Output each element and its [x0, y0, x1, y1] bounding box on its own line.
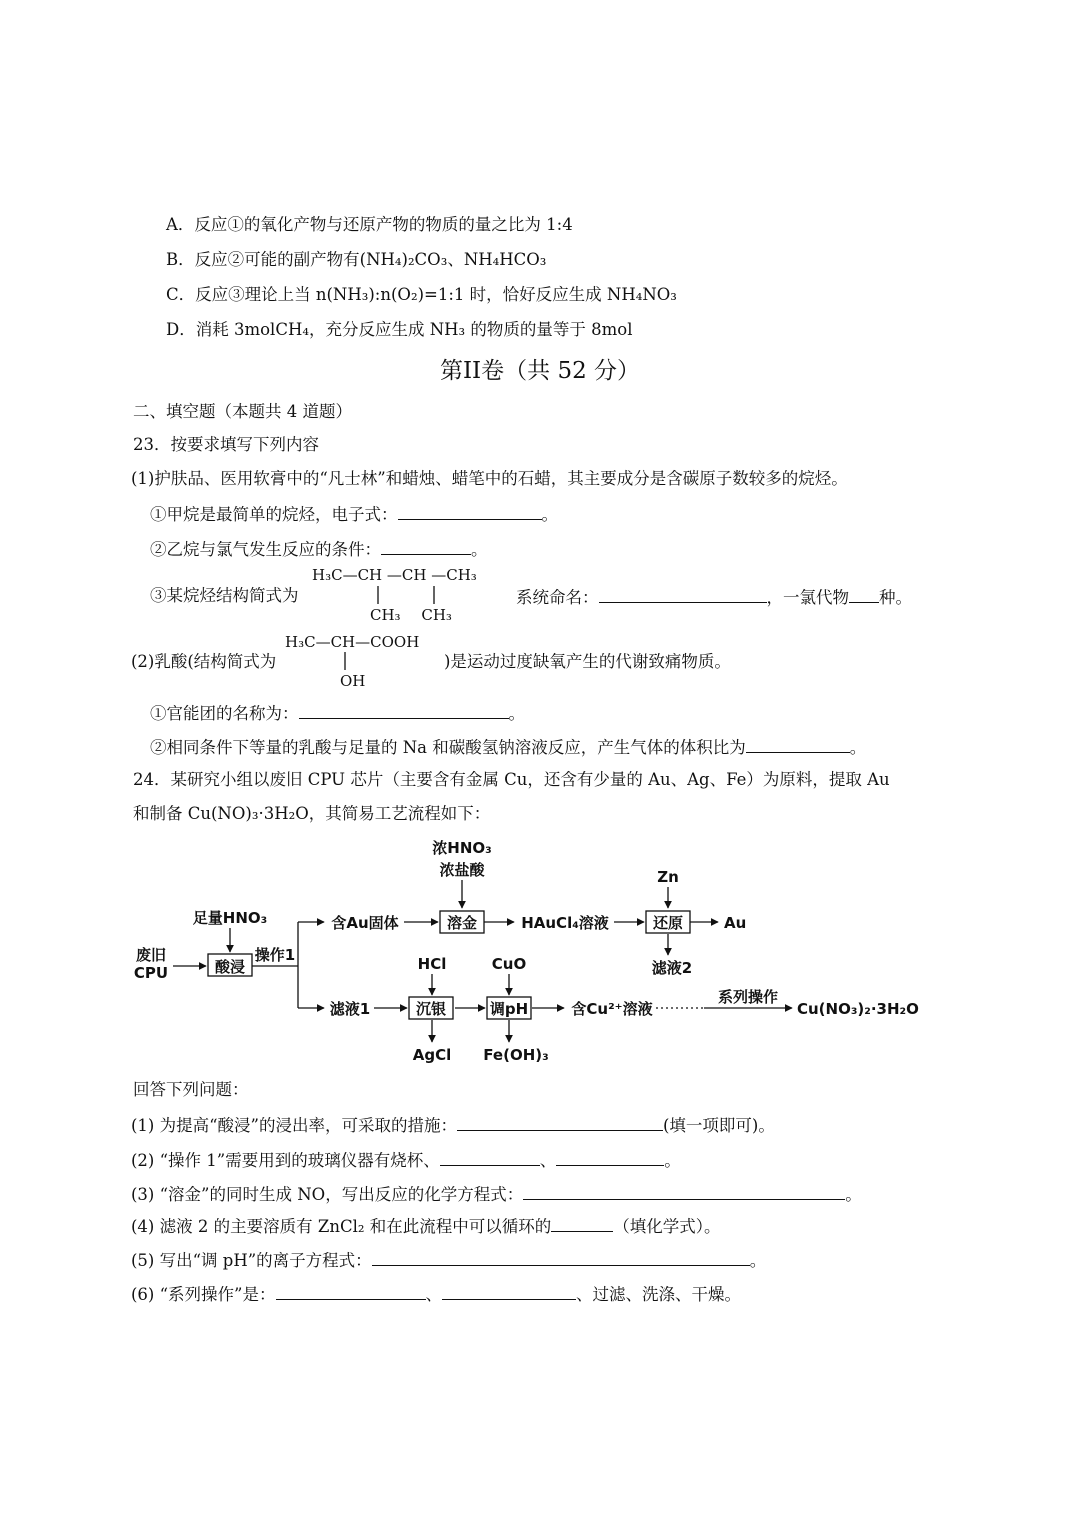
- q24-sub4-text: (4) 滤液 2 的主要溶质有 ZnCl₂ 和在此流程中可以循环的: [131, 1217, 552, 1236]
- section-heading: 二、填空题（本题共 4 道题）: [133, 402, 352, 421]
- q24-sub6-text: (6) “系列操作”是：: [131, 1285, 276, 1304]
- section-title: 第II卷（共 52 分）: [439, 358, 641, 384]
- answer-blank[interactable]: [556, 1148, 664, 1166]
- answer-blank[interactable]: [276, 1282, 426, 1300]
- naming-label: 系统命名：: [516, 588, 599, 607]
- q24-intro-line2: 和制备 Cu(NO)₃·3H₂O，其简易工艺流程如下：: [133, 804, 491, 823]
- reagent-hcl: HCl: [417, 955, 447, 973]
- q24-sub1: [131, 1113, 775, 1137]
- node-waste: 废旧: [135, 946, 167, 964]
- q24-sub2: [131, 1148, 681, 1172]
- box-acid-leach: 酸浸: [214, 958, 246, 976]
- box-dissolve-gold: 溶金: [446, 914, 478, 932]
- q24-intro-line1: 24．某研究小组以废旧 CPU 芯片（主要含有金属 Cu，还含有少量的 Au、Ag、Fe）为原料，提取 Au: [133, 770, 890, 789]
- kinds-label: 种。: [879, 588, 912, 607]
- answer-blank[interactable]: [523, 1182, 845, 1200]
- node-agcl: AgCl: [412, 1046, 452, 1064]
- option-a: A．反应①的氧化产物与还原产物的物质的量之比为 1:4: [166, 215, 573, 234]
- answer-blank[interactable]: [551, 1214, 613, 1232]
- q24-sub1-text: (1) 为提高“酸浸”的浸出率，可采取的措施：: [131, 1116, 457, 1135]
- node-au: Au: [724, 914, 747, 932]
- q24-sub6-suffix: 、过滤、洗涤、干燥。: [576, 1285, 741, 1304]
- alkane-structure-branches: CH₃ CH₃: [370, 606, 452, 624]
- q24-sub4-suffix: （填化学式）。: [613, 1217, 721, 1236]
- reagent-zn: Zn: [657, 868, 679, 886]
- separator: 、: [425, 1285, 442, 1304]
- period: 。: [849, 738, 867, 757]
- reagent-excess-hno3: 足量HNO₃: [192, 909, 268, 927]
- lactic-acid-structure-oh: OH: [340, 672, 366, 690]
- q24-sub3: [131, 1182, 862, 1206]
- period: 。: [749, 1251, 767, 1270]
- node-product: Cu(NO₃)₂·3H₂O: [797, 1000, 919, 1018]
- q23-part2-a: (2)乳酸(结构简式为: [131, 652, 277, 671]
- box-reduce: 还原: [652, 914, 684, 932]
- reagent-conc-hcl: 浓盐酸: [439, 861, 485, 879]
- q23-part2-b: )是运动过度缺氧产生的代谢致痛物质。: [444, 652, 731, 671]
- option-c: C．反应③理论上当 n(NH₃):n(O₂)=1:1 时，恰好反应生成 NH₄NO₃: [166, 285, 677, 304]
- q23-part2-1-text: ①官能团的名称为：: [150, 704, 299, 723]
- separator: 、: [539, 1151, 557, 1170]
- box-adjust-ph: 调pH: [489, 1000, 529, 1018]
- q23-part1-1-text: ①甲烷是最简单的烷烃，电子式：: [150, 505, 398, 524]
- period: 。: [508, 704, 525, 723]
- q24-sub2-text: (2) “操作 1”需要用到的玻璃仪器有烧杯、: [131, 1151, 440, 1170]
- answer-prompt: 回答下列问题：: [133, 1080, 249, 1099]
- q23-part1-2-text: ②乙烷与氯气发生反应的条件：: [150, 540, 381, 559]
- answer-blank[interactable]: [440, 1148, 540, 1166]
- period: 。: [541, 505, 558, 524]
- period: 。: [471, 540, 488, 559]
- node-feoh3: Fe(OH)₃: [483, 1046, 549, 1064]
- option-b: B．反应②可能的副产物有(NH₄)₂CO₃、NH₄HCO₃: [166, 250, 547, 269]
- period: 。: [845, 1185, 862, 1204]
- q23-part2-2-text: ②相同条件下等量的乳酸与足量的 Na 和碳酸氢钠溶液反应，产生气体的体积比为: [150, 738, 746, 757]
- node-cu-solution: 含Cu²⁺溶液: [571, 1000, 653, 1018]
- lactic-acid-structure-main: H₃C—CH—COOH: [285, 633, 420, 651]
- answer-blank[interactable]: [457, 1113, 663, 1131]
- answer-blank[interactable]: [372, 1248, 750, 1266]
- label-series-ops: 系列操作: [717, 988, 779, 1006]
- alkane-structure-main-chain: H₃C—CH —CH —CH₃: [312, 566, 477, 584]
- node-haucl4: HAuCl₄溶液: [521, 914, 609, 932]
- node-au-solid: 含Au固体: [331, 914, 399, 932]
- q24-sub5-text: (5) 写出“调 pH”的离子方程式：: [131, 1251, 372, 1270]
- monochloro-label: ，一氯代物: [766, 588, 849, 607]
- q24-sub3-text: (3) “溶金”的同时生成 NO，写出反应的化学方程式：: [131, 1185, 524, 1204]
- option-d: D．消耗 3molCH₄，充分反应生成 NH₃ 的物质的量等于 8mol: [166, 320, 633, 339]
- q24-sub5: [131, 1248, 766, 1272]
- node-filtrate-1: 滤液1: [329, 1000, 371, 1018]
- reagent-conc-hno3: 浓HNO₃: [432, 839, 492, 857]
- reagent-cuo: CuO: [491, 955, 527, 973]
- q24-sub1-suffix: (填一项即可)。: [663, 1116, 775, 1135]
- box-precipitate-silver: 沉银: [415, 1000, 447, 1018]
- period: 。: [664, 1151, 681, 1170]
- q24-sub4: [131, 1214, 720, 1238]
- label-operation-1: 操作1: [254, 946, 296, 964]
- q24-sub6: [131, 1282, 741, 1306]
- answer-blank[interactable]: [442, 1282, 576, 1300]
- q23-part1: (1)护肤品、医用软膏中的“凡士林”和蜡烛、蜡笔中的石蜡，其主要成分是含碳原子数较多的烷烃。: [131, 469, 848, 488]
- q23-part1-3: ③某烷烃结构简式为: [150, 586, 299, 605]
- node-filtrate-2: 滤液2: [651, 959, 693, 977]
- node-cpu: CPU: [133, 964, 169, 982]
- q23-heading: 23．按要求填写下列内容: [133, 435, 319, 454]
